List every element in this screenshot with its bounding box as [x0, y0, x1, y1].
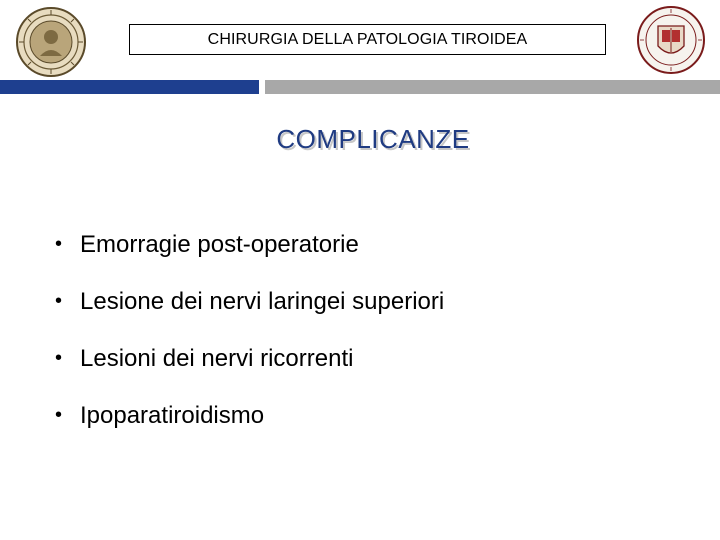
bullet-icon: • — [55, 290, 63, 312]
list-item — [55, 402, 444, 459]
list-item — [55, 231, 444, 288]
right-university-seal-icon — [636, 4, 706, 76]
bullet-text: Emorragie post-operatorie — [80, 231, 359, 258]
list-item — [55, 345, 444, 402]
bullet-list — [55, 231, 444, 459]
header-title: CHIRURGIA DELLA PATOLOGIA TIROIDEA — [207, 30, 528, 48]
bullet-icon: • — [55, 233, 63, 255]
list-item — [55, 288, 444, 345]
header-gray-bar — [265, 80, 720, 94]
header-accent-bar — [0, 80, 259, 94]
header-title-box — [129, 24, 606, 55]
bullet-icon: • — [55, 404, 63, 426]
slide-title: COMPLICANZE — [276, 124, 470, 154]
left-university-seal-icon — [14, 6, 88, 78]
bullet-icon: • — [55, 347, 63, 369]
bullet-text: Ipoparatiroidismo — [80, 402, 265, 429]
bullet-text: Lesioni dei nervi ricorrenti — [80, 345, 354, 372]
bullet-text: Lesione dei nervi laringei superiori — [80, 288, 445, 315]
